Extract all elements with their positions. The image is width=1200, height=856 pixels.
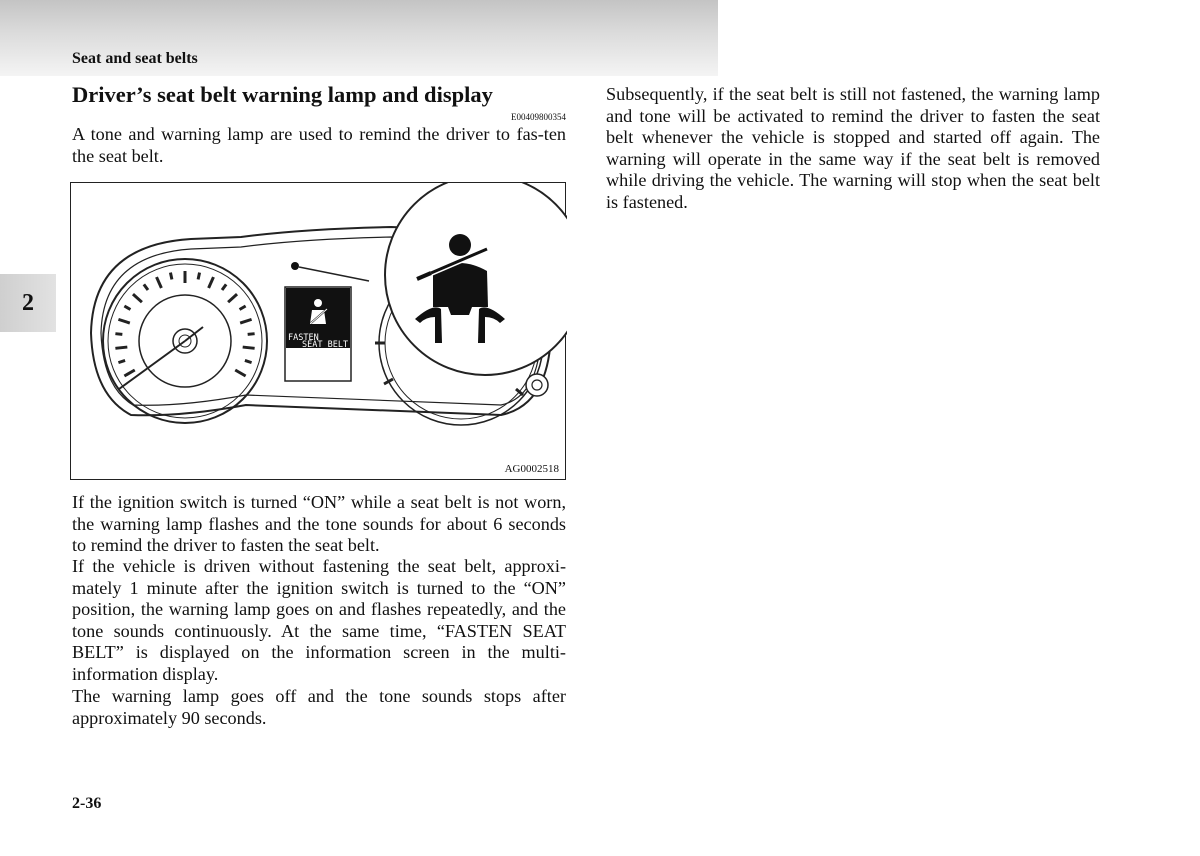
section-header: Seat and seat belts xyxy=(72,50,198,67)
speedometer-tick xyxy=(222,284,226,290)
figure-code: AG0002518 xyxy=(504,463,559,475)
speedometer-tick xyxy=(118,360,125,362)
body-paragraph-3: The warning lamp goes off and the tone sounds stops after approximately 90 seconds. xyxy=(72,686,566,728)
speedometer-tick xyxy=(144,284,148,290)
body-paragraph-2: If the vehicle is driven without fastening the seat belt, approxi-mately 1 minute after the ignition switch is turned to the “ON” position, the warning lamp goes on and flashes repeatedly, and the tone sounds continuously. At the same time, “FASTEN SEAT BELT” is displayed on the information screen in the multi-information display. xyxy=(72,556,566,684)
right-column-paragraph: Subsequently, if the seat belt is still not fastened, the warning lamp and tone will be activated to remind the driver to fasten the seat belt whenever the vehicle is stopped and started off again. The warning will operate in the same way if the seat belt is removed while driving the vehicle. The warning will stop when the seat belt is fastened. xyxy=(606,84,1100,212)
speedometer-tick xyxy=(115,334,122,335)
display-text-seat-belt: SEAT BELT xyxy=(302,340,349,350)
speedometer-tick xyxy=(228,294,237,302)
intro-paragraph: A tone and warning lamp are used to remind the driver to fas-ten the seat belt. xyxy=(72,124,566,166)
body-paragraph-1: If the ignition switch is turned “ON” while a seat belt is not worn, the warning lamp flashes and the tone sounds for about 6 seconds to remind the driver to fasten the seat belt. xyxy=(72,492,566,556)
speedometer-tick xyxy=(124,306,130,310)
speedometer-tick xyxy=(240,306,246,310)
speedometer-tick xyxy=(240,319,251,323)
reference-code: E00409800354 xyxy=(511,112,566,122)
display-text-fasten: FASTEN xyxy=(288,333,319,343)
chapter-tab: 2 xyxy=(0,274,56,332)
speedometer-tick xyxy=(248,334,255,335)
speedometer-tick xyxy=(115,347,127,348)
speedometer-tick xyxy=(245,360,252,362)
speedometer-tick xyxy=(243,347,255,348)
speedometer-tick xyxy=(133,294,142,302)
instrument-cluster-figure xyxy=(70,182,566,480)
speedometer-tick xyxy=(235,370,245,376)
instrument-cluster-illustration xyxy=(71,183,567,481)
speedometer-tick xyxy=(198,273,199,280)
page-title: Driver’s seat belt warning lamp and display xyxy=(72,82,493,107)
speedometer-tick xyxy=(124,370,134,376)
speedometer-tick xyxy=(209,277,214,288)
speedometer-tick xyxy=(157,277,162,288)
speedometer-tick xyxy=(170,273,171,280)
speedometer-tick xyxy=(118,319,129,323)
page-number: 2-36 xyxy=(72,795,102,812)
